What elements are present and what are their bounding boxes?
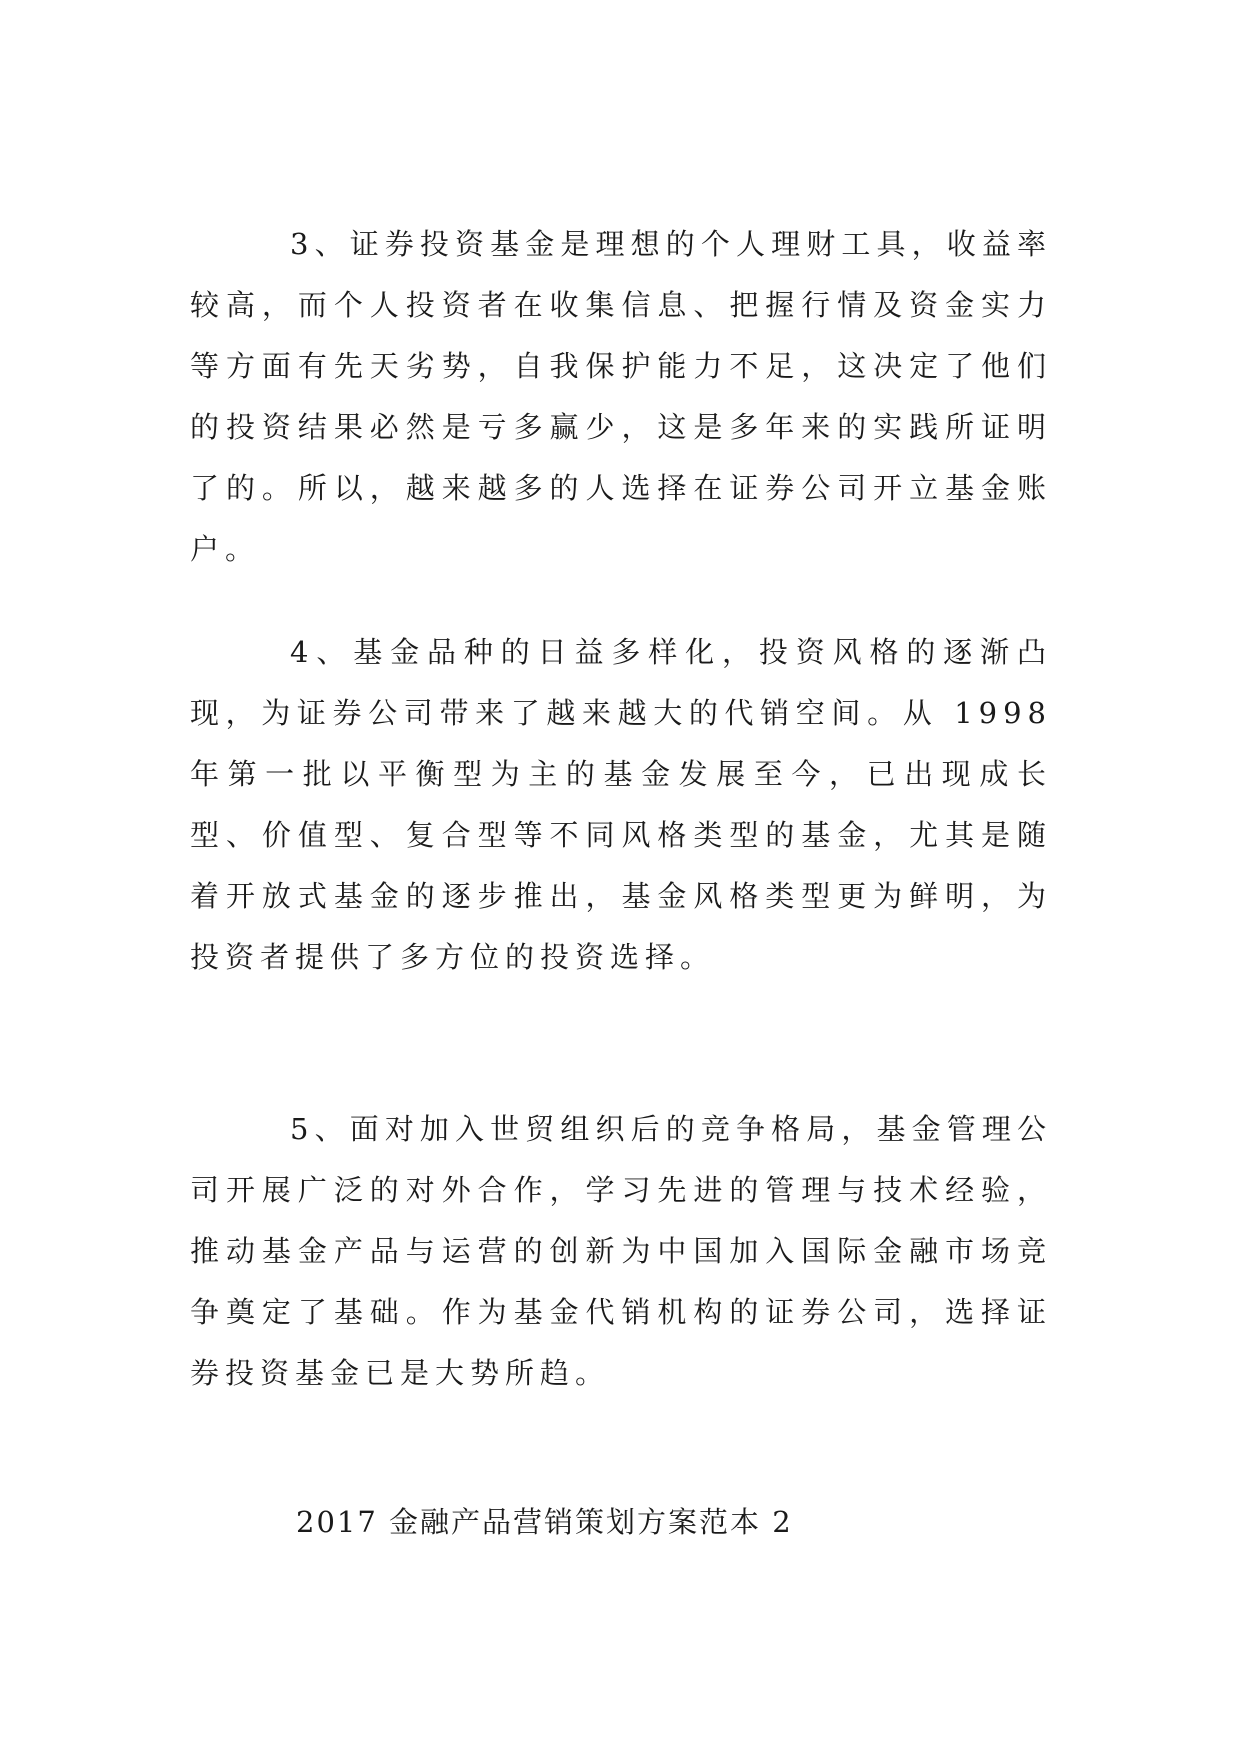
paragraph-3: 3、证券投资基金是理想的个人理财工具，收益率较高，而个人投资者在收集信息、把握行情及资金实力等方面有先天劣势，自我保护能力不足，这决定了他们的投资结果必然是亏多赢少，这是多年来的实践所证明了的。所以，越来越多的人选择在证券公司开立基金账户。 bbox=[190, 227, 1052, 566]
paragraph-5: 5、面对加入世贸组织后的竞争格局，基金管理公司开展广泛的对外合作，学习先进的管理与技术经验，推动基金产品与运营的创新为中国加入国际金融市场竞争奠定了基础。作为基金代销机构的证券公司，选择证券投资基金已是大势所趋。 bbox=[190, 1112, 1052, 1390]
section-heading: 2017 金融产品营销策划方案范本 2 bbox=[296, 1505, 793, 1539]
paragraph-4: 4、基金品种的日益多样化，投资风格的逐渐凸现，为证券公司带来了越来越大的代销空间。从 1998 年第一批以平衡型为主的基金发展至今，已出现成长型、价值型、复合型等不同风格类型的基金，尤其是随着开放式基金的逐步推出，基金风格类型更为鲜明，为投资者提供了多方位的投资选择。 bbox=[190, 635, 1052, 974]
